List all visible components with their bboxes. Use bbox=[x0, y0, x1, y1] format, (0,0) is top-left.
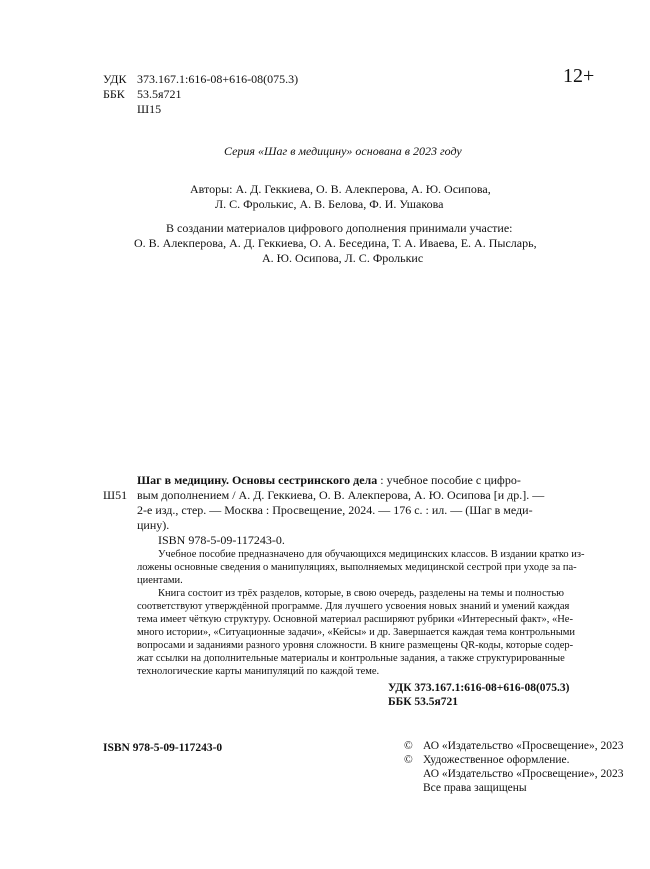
age-rating: 12+ bbox=[563, 65, 595, 87]
annotation-line: Учебное пособие предназначено для обучающихся медицинских классов. В издании кратко из- bbox=[158, 549, 585, 560]
udk-value: 373.167.1:616-08+616-08(075.3) bbox=[137, 72, 299, 86]
annotation-line: вопросами и заданиями разного уровня сложности. В книге размещены QR-коды, которые содер- bbox=[137, 640, 574, 651]
copyright-line-3: АО «Издательство «Просвещение», 2023 bbox=[423, 768, 624, 780]
contributors-line-2: О. В. Алекперова, А. Д. Геккиева, О. А. Беседина, Т. А. Иваева, Е. А. Пысларь, bbox=[134, 236, 537, 250]
series-note: Серия «Шаг в медицину» основана в 2023 году bbox=[224, 144, 462, 158]
annotation-line: тема имеет чёткую структуру. Основной материал расширяют рубрики «Интересный факт», «Не- bbox=[137, 614, 573, 625]
authors-line-2: Л. С. Фролькис, А. В. Белова, Ф. И. Ушакова bbox=[215, 197, 444, 211]
catalog-title: Шаг в медицину. Основы сестринского дела bbox=[137, 473, 378, 487]
annotation-line: технологические карты манипуляций по каждой теме. bbox=[137, 666, 380, 677]
copyright-symbol: © bbox=[404, 740, 413, 752]
catalog-bbk: ББК 53.5я721 bbox=[388, 696, 459, 708]
contributors-line-1: В создании материалов цифрового дополнения принимали участие: bbox=[166, 221, 513, 235]
contributors-line-3: А. Ю. Осипова, Л. С. Фролькис bbox=[262, 251, 424, 265]
footer-isbn: ISBN 978-5-09-117243-0 bbox=[103, 742, 223, 754]
catalog-line-3: 2-е изд., стер. — Москва : Просвещение, 2024. — 176 с. : ил. — (Шаг в меди- bbox=[137, 503, 533, 517]
copyright-symbol: © bbox=[404, 754, 413, 766]
annotation-line: ложены основные сведения о манипуляциях, выполняемых медицинской сестрой при уходе за па- bbox=[137, 562, 577, 573]
catalog-isbn: ISBN 978-5-09-117243-0. bbox=[158, 533, 285, 547]
catalog-line-1 bbox=[137, 474, 521, 486]
annotation-line: Книга состоит из трёх разделов, которые, в свою очередь, разделены на темы и полностью bbox=[158, 588, 564, 599]
catalog-mark: Ш51 bbox=[103, 488, 128, 502]
bbk-label: ББК bbox=[103, 87, 125, 101]
authors-line-1: Авторы: А. Д. Геккиева, О. В. Алекперова, А. Ю. Осипова, bbox=[190, 182, 491, 196]
annotation-line: циентами. bbox=[137, 575, 183, 586]
catalog-udk: УДК 373.167.1:616-08+616-08(075.3) bbox=[388, 682, 570, 694]
catalog-line-2: вым дополнением / А. Д. Геккиева, О. В. Алекперова, А. Ю. Осипова [и др.]. — bbox=[137, 488, 545, 502]
copyright-line-2: Художественное оформление. bbox=[423, 754, 570, 766]
bbk-value: 53.5я721 bbox=[137, 87, 182, 101]
annotation-line: соответствуют утверждённой программе. Для лучшего усвоения новых знаний и умений каждая bbox=[137, 601, 570, 612]
catalog-line-4: цину). bbox=[137, 518, 170, 532]
catalog-line-1-rest: : учебное пособие с цифро- bbox=[377, 473, 521, 487]
udk-label: УДК bbox=[103, 72, 127, 86]
annotation-line: много истории», «Ситуационные задачи», «Кейсы» и др. Завершается каждая тема контрольными bbox=[137, 627, 576, 638]
all-rights-reserved: Все права защищены bbox=[423, 782, 527, 794]
copyright-line-1: АО «Издательство «Просвещение», 2023 bbox=[423, 740, 624, 752]
author-mark: Ш15 bbox=[137, 102, 162, 116]
annotation-line: жат ссылки на дополнительные материалы и контрольные задания, а также структурированные bbox=[137, 653, 565, 664]
